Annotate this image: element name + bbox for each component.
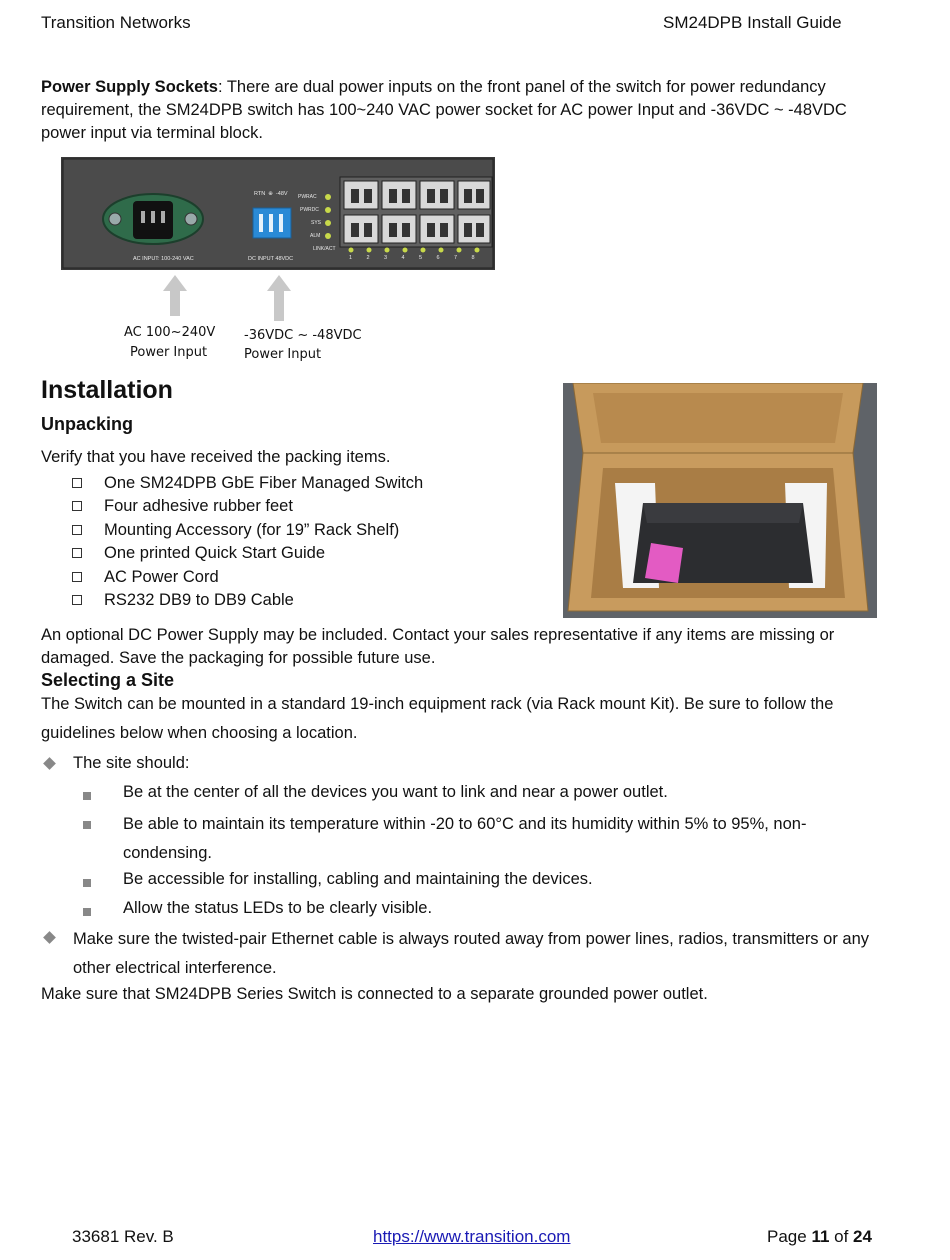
led-label-sys: SYS [311,220,322,226]
footer-page-number: Page 11 of 24 [767,1227,872,1246]
site-sub-item: Be able to maintain its temperature within -20 to 60°C and its humidity within 5% to 95%, non-condensing. [123,815,807,862]
site-intro: The Switch can be mounted in a standard 19-inch equipment rack (via Rack mount Kit). Be sure to follow the guidelines below when choosing a location. [41,695,834,742]
port-number: 6 [436,255,440,261]
bullet-square-icon [83,787,91,805]
power-supply-text: : There are dual power inputs on the front panel of the switch for power redundancy requirement, the SM24DPB switch has 100~240 VAC power socket for AC power Input and -36VDC ~ -48VDC power input via terminal block. [41,78,847,142]
optional-dc-note: An optional DC Power Supply may be included. Contact your sales representative if any items are missing or damaged. Save the packaging for possible future use. [41,626,835,667]
site-bullet-1: The site should: [73,754,190,772]
port-number: 3 [384,255,388,261]
list-item: Four adhesive rubber feet [72,497,293,516]
list-item: Mounting Accessory (for 19” Rack Shelf) [72,521,399,540]
dc-input-label: DC INPUT 48VDC [248,256,294,262]
arrow-up-icon [264,273,294,323]
checkbox-icon [72,572,82,582]
site-sub-item: Allow the status LEDs to be clearly visible. [123,899,433,917]
footer-website-link[interactable]: https://www.transition.com [373,1227,571,1246]
list-item: One SM24DPB GbE Fiber Managed Switch [72,474,423,493]
bullet-square-icon [83,816,91,834]
ac-input-label: AC INPUT: 100-240 VAC [133,256,194,262]
checkbox-icon [72,548,82,558]
checkbox-icon [72,478,82,488]
bullet-square-icon [83,874,91,892]
callout-dc-voltage: -36VDC ~ -48VDC [244,328,362,343]
front-panel-image [61,157,495,270]
footer-doc-id: 33681 Rev. B [72,1227,174,1246]
bullet-diamond-icon [45,926,54,949]
site-sub-item: Be accessible for installing, cabling and maintaining the devices. [123,870,593,888]
bullet-square-icon [83,903,91,921]
led-label-alm: ALM [310,233,321,239]
port-number: 7 [454,255,458,261]
checkbox-icon [72,525,82,535]
led-label-pwrdc: PWRDC [300,207,319,213]
subsection-title-selecting-site: Selecting a Site [41,670,175,690]
unpacking-intro: Verify that you have received the packing items. [41,448,391,466]
packaging-photo [563,383,877,618]
list-item: One printed Quick Start Guide [72,544,325,563]
link-act-label: LINK/ACT [313,246,336,252]
header-guide-title: SM24DPB Install Guide [663,13,842,32]
bullet-diamond-icon [45,752,54,775]
port-number: 5 [419,255,423,261]
checkbox-icon [72,501,82,511]
list-item: AC Power Cord [72,568,219,587]
port-numbers [349,255,489,261]
callout-ac-voltage: AC 100~240V [124,325,216,340]
port-number: 4 [401,255,405,261]
led-label-pwrac: PWRAC [298,194,317,200]
power-supply-paragraph [41,76,891,145]
section-title-installation: Installation [41,376,173,404]
port-number: 1 [349,255,353,261]
site-sub-item: Be at the center of all the devices you want to link and near a power outlet. [123,783,668,801]
port-number: 8 [471,255,475,261]
subsection-title-unpacking: Unpacking [41,414,134,434]
port-number: 2 [366,255,370,261]
callout-ac-power-input: Power Input [130,345,208,360]
site-closing: Make sure that SM24DPB Series Switch is connected to a separate grounded power outlet. [41,985,708,1003]
list-item: RS232 DB9 to DB9 Cable [72,591,294,610]
rtn-label: RTN ⊕ -48V [254,191,288,197]
checkbox-icon [72,595,82,605]
power-supply-label: Power Supply Sockets [41,78,218,96]
site-bullet-2: Make sure the twisted-pair Ethernet cable is always routed away from power lines, radios, transmitters or any other electrical interference. [73,930,870,977]
callout-dc-power-input: Power Input [244,347,322,362]
header-company: Transition Networks [41,13,191,32]
arrow-up-icon [160,273,190,318]
